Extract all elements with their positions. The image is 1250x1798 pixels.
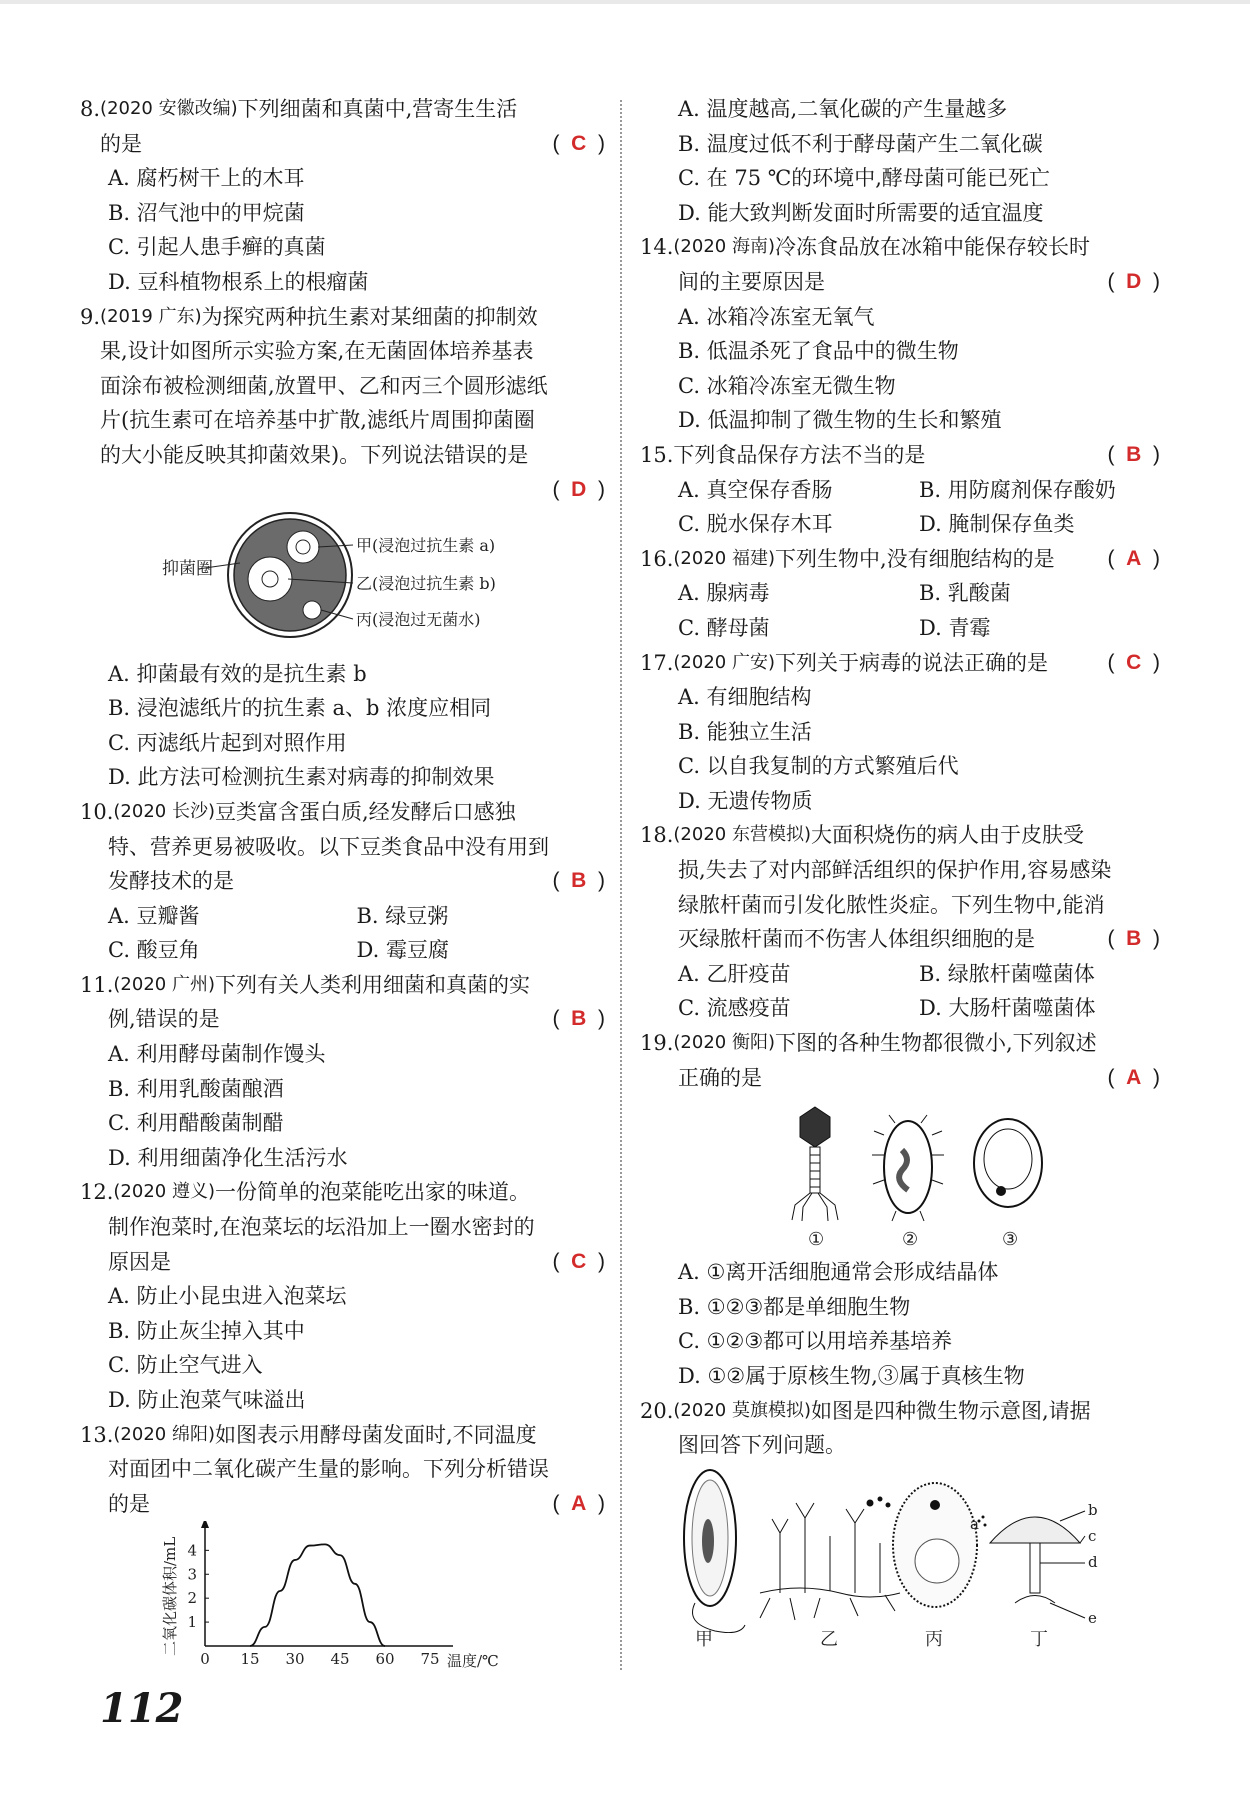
- question-text: 的是: [100, 131, 142, 156]
- label-jia: 甲(浸泡过抗生素 a): [356, 535, 496, 555]
- page-number: 112: [100, 1685, 184, 1732]
- bacterium-drawing: [872, 1115, 944, 1221]
- option: D. 霉豆腐: [356, 938, 449, 963]
- question-text: 下列有关人类利用细菌和真菌的实: [214, 972, 530, 997]
- column-divider: [620, 100, 622, 1670]
- question-text: 下列生物中,没有细胞结构的是: [774, 546, 1055, 571]
- question-source: (2020 广州): [113, 973, 215, 995]
- question-source: (2020 衡阳): [673, 1032, 775, 1054]
- option: B. 能独立生活: [678, 719, 812, 744]
- x-tick-label: 60: [375, 1650, 395, 1669]
- question-text: 发酵技术的是: [108, 869, 234, 894]
- x-tick-label: 15: [240, 1650, 260, 1669]
- microbes-figure-20: [640, 1463, 1160, 1653]
- question-text: 例,错误的是: [108, 1007, 220, 1032]
- question-number: 19.: [640, 1031, 674, 1056]
- question-20: [640, 1394, 1160, 1653]
- part-label-d: d: [1088, 1552, 1098, 1571]
- option: B. 沼气池中的甲烷菌: [108, 200, 305, 225]
- question-number: 9.: [80, 304, 101, 329]
- answer: ( D ): [1107, 269, 1160, 293]
- answer: ( A ): [1107, 1065, 1160, 1089]
- part-label-c: c: [1088, 1526, 1097, 1545]
- answer: ( B ): [1107, 442, 1160, 466]
- question-text: 的是: [108, 1491, 150, 1516]
- question-text: 对面团中二氧化碳产生量的影响。下列分析错误: [108, 1457, 549, 1482]
- answer: ( D ): [552, 477, 605, 501]
- option: C. 利用醋酸菌制醋: [108, 1111, 284, 1136]
- option: C. 丙滤纸片起到对照作用: [108, 730, 347, 755]
- question-source: (2020 绵阳): [113, 1423, 215, 1445]
- left-column: [80, 92, 605, 1671]
- part-label-a: a: [970, 1514, 979, 1533]
- question-source: (2020 长沙): [113, 800, 215, 822]
- question-source: (2020 东营模拟): [673, 824, 811, 846]
- question-16: [640, 542, 1160, 646]
- option: D. ①②属于原核生物,③属于真核生物: [678, 1364, 1025, 1388]
- answer: ( B ): [552, 869, 605, 893]
- question-number: 11.: [80, 972, 114, 997]
- top-edge: [0, 0, 1250, 4]
- option: D. 此方法可检测抗生素对病毒的抑制效果: [108, 765, 495, 790]
- question-10: [80, 795, 605, 968]
- fig-label-3: ③: [1002, 1229, 1019, 1251]
- question-text: 片(抗生素可在培养基中扩散,滤纸片周围抑菌圈: [100, 408, 535, 433]
- option: C. 以自我复制的方式繁殖后代: [678, 754, 959, 779]
- y-axis-arrow: [201, 1521, 209, 1528]
- mushroom-ding-drawing: [970, 1501, 1098, 1627]
- option: C. 冰箱冷冻室无微生物: [678, 373, 896, 398]
- option: C. 流感疫苗: [678, 996, 791, 1021]
- option: A. 利用酵母菌制作馒头: [108, 1042, 326, 1067]
- question-19: [640, 1026, 1160, 1394]
- question-text: 如图表示用酵母菌发面时,不同温度: [214, 1422, 537, 1447]
- bacterium-jia-drawing: [684, 1470, 745, 1633]
- question-text: 图回答下列问题。: [678, 1433, 846, 1458]
- question-source: (2020 遵义): [113, 1181, 215, 1203]
- option: D. 大肠杆菌噬菌体: [919, 996, 1096, 1021]
- label-inhibition-ring: 抑菌圈: [162, 558, 213, 579]
- question-text: 面涂布被检测细菌,放置甲、乙和丙三个圆形滤纸: [100, 373, 548, 398]
- question-number: 20.: [640, 1398, 674, 1423]
- co2-temperature-chart: [80, 1521, 605, 1671]
- question-number: 17.: [640, 650, 674, 675]
- question-text: 灭绿脓杆菌而不伤害人体组织细胞的是: [678, 927, 1035, 952]
- option: A. 乙肝疫苗: [678, 961, 791, 986]
- option: A. 真空保存香肠: [678, 477, 833, 502]
- question-text: 豆类富含蛋白质,经发酵后口感独: [214, 799, 516, 824]
- question-13: [80, 1418, 605, 1672]
- question-9: [80, 300, 605, 795]
- option: B. 绿脓杆菌噬菌体: [919, 961, 1095, 986]
- option: A. 腺病毒: [678, 581, 770, 606]
- fig-label-2: ②: [902, 1229, 919, 1251]
- option: D. 防止泡菜气味溢出: [108, 1388, 306, 1412]
- series-line: [250, 1545, 385, 1647]
- x-tick-label: 45: [330, 1650, 350, 1669]
- question-14: [640, 230, 1160, 438]
- question-text: 损,失去了对内部鲜活组织的保护作用,容易感染: [678, 858, 1112, 883]
- question-source: (2020 海南): [673, 236, 775, 258]
- microbes-figure-19: [640, 1095, 1160, 1255]
- question-text: 下列细菌和真菌中,营寄生生活: [237, 97, 518, 121]
- y-tick-label: 3: [187, 1565, 197, 1584]
- x-tick-label: 75: [420, 1650, 440, 1669]
- fig-label-ding: 丁: [1030, 1628, 1048, 1650]
- question-18: [640, 818, 1160, 1026]
- fig-label-bing: 丙: [925, 1628, 943, 1650]
- option: D. 无遗传物质: [678, 788, 813, 813]
- filter-paper-yi: [262, 571, 278, 587]
- answer: ( A ): [1107, 546, 1160, 570]
- answer: ( B ): [1107, 927, 1160, 951]
- yeast-drawing: [974, 1119, 1042, 1207]
- label-yi: 乙(浸泡过抗生素 b): [356, 573, 496, 593]
- question-text: 下列食品保存方法不当的是: [673, 442, 926, 467]
- option: D. 豆科植物根系上的根瘤菌: [108, 269, 369, 294]
- option: D. 低温抑制了微生物的生长和繁殖: [678, 408, 1002, 433]
- option: A. 豆瓣酱: [108, 903, 200, 928]
- y-tick-label: 2: [187, 1589, 197, 1608]
- option: C. 酵母菌: [678, 615, 770, 640]
- question-number: 13.: [80, 1422, 114, 1447]
- option: C. 酸豆角: [108, 938, 200, 963]
- option: B. 绿豆粥: [356, 903, 449, 928]
- option: D. 能大致判断发面时所需要的适宜温度: [678, 200, 1044, 225]
- option: B. 利用乳酸菌酿酒: [108, 1076, 284, 1101]
- fig-label-jia: 甲: [695, 1628, 713, 1650]
- question-12: [80, 1175, 605, 1417]
- question-source: (2020 安徽改编): [100, 98, 238, 119]
- x-tick-label: 30: [285, 1650, 305, 1669]
- question-source: (2020 福建): [673, 547, 775, 569]
- question-11: [80, 968, 605, 1176]
- option: C. 在 75 ℃的环境中,酵母菌可能已死亡: [678, 166, 1050, 191]
- question-text: 正确的是: [678, 1065, 762, 1090]
- fig-label-yi: 乙: [820, 1628, 838, 1650]
- question-source: (2019 广东): [100, 305, 202, 327]
- question-text: 绿脓杆菌而引发化脓性炎症。下列生物中,能消: [678, 892, 1105, 917]
- option: A. 腐朽树干上的木耳: [108, 166, 305, 191]
- option: B. 温度过低不利于酵母菌产生二氧化碳: [678, 131, 1043, 156]
- question-15: [640, 438, 1160, 542]
- option: A. ①离开活细胞通常会形成结晶体: [678, 1260, 999, 1285]
- question-text: 下图的各种生物都很微小,下列叙述: [774, 1031, 1097, 1056]
- option: B. 乳酸菌: [919, 581, 1011, 606]
- question-text: 特、营养更易被吸收。以下豆类食品中没有用到: [108, 834, 549, 859]
- option: B. 用防腐剂保存酸奶: [919, 477, 1116, 502]
- option: D. 腌制保存鱼类: [919, 512, 1075, 537]
- option: A. 防止小昆虫进入泡菜坛: [108, 1284, 347, 1309]
- option: B. 浸泡滤纸片的抗生素 a、b 浓度应相同: [108, 696, 492, 721]
- question-number: 8.: [80, 97, 101, 121]
- option: A. 冰箱冷冻室无氧气: [678, 304, 875, 329]
- option: C. 脱水保存木耳: [678, 512, 833, 537]
- filter-paper-bing: [303, 601, 321, 619]
- fig-label-1: ①: [808, 1229, 825, 1251]
- petri-dish-figure: [80, 507, 605, 657]
- y-axis-label: 二氧化碳体积/mL: [161, 1537, 179, 1657]
- option: A. 抑菌最有效的是抗生素 b: [108, 661, 367, 686]
- yeast-bing-drawing: [893, 1483, 977, 1607]
- x-axis-label: 温度/℃: [447, 1652, 499, 1671]
- option: D. 利用细菌净化生活污水: [108, 1145, 348, 1170]
- question-text: 间的主要原因是: [678, 269, 825, 294]
- filter-paper-jia: [296, 540, 310, 554]
- question-text: 的大小能反映其抑菌效果)。下列说法错误的是: [100, 442, 529, 467]
- y-tick-label: 1: [187, 1613, 197, 1632]
- option: B. ①②③都是单细胞生物: [678, 1294, 911, 1319]
- option: B. 防止灰尘掉入其中: [108, 1318, 305, 1343]
- question-text: 果,设计如图所示实验方案,在无菌固体培养基表: [100, 339, 534, 364]
- option: A. 温度越高,二氧化碳的产生量越多: [678, 97, 1008, 121]
- answer: ( A ): [552, 1491, 605, 1515]
- question-8: [80, 92, 605, 300]
- question-text: 原因是: [108, 1249, 171, 1274]
- question-source: (2020 莫旗模拟): [673, 1399, 811, 1421]
- question-number: 18.: [640, 823, 674, 848]
- mold-yi-drawing: [760, 1497, 900, 1620]
- question-number: 10.: [80, 799, 114, 824]
- option: C. ①②③都可以用培养基培养: [678, 1329, 953, 1354]
- question-number: 15.: [640, 442, 674, 467]
- question-13-options: [640, 92, 1160, 230]
- y-tick-label: 4: [187, 1541, 197, 1560]
- question-text: 为探究两种抗生素对某细菌的抑制效: [201, 304, 538, 329]
- bacteriophage-drawing: [792, 1107, 838, 1221]
- x-tick-label: 0: [200, 1650, 210, 1669]
- question-number: 12.: [80, 1180, 114, 1205]
- part-label-b: b: [1088, 1500, 1098, 1519]
- right-column: [640, 92, 1160, 1653]
- question-text: 下列关于病毒的说法正确的是: [774, 650, 1048, 675]
- question-17: [640, 646, 1160, 819]
- question-text: 一份简单的泡菜能吃出家的味道。: [214, 1180, 530, 1205]
- answer: ( B ): [552, 1007, 605, 1031]
- answer: ( C ): [1107, 650, 1160, 674]
- label-bing: 丙(浸泡过无菌水): [356, 609, 481, 629]
- option: C. 防止空气进入: [108, 1353, 263, 1378]
- question-number: 14.: [640, 235, 674, 260]
- question-text: 制作泡菜时,在泡菜坛的坛沿加上一圈水密封的: [108, 1215, 535, 1240]
- answer: ( C ): [552, 131, 605, 155]
- option: A. 有细胞结构: [678, 685, 812, 710]
- question-number: 16.: [640, 546, 674, 571]
- option: B. 低温杀死了食品中的微生物: [678, 339, 959, 364]
- question-source: (2020 广安): [673, 651, 775, 673]
- part-label-e: e: [1088, 1608, 1097, 1627]
- question-text: 如图是四种微生物示意图,请据: [810, 1398, 1091, 1423]
- question-text: 冷冻食品放在冰箱中能保存较长时: [774, 235, 1090, 260]
- option: C. 引起人患手癣的真菌: [108, 235, 326, 260]
- answer: ( C ): [552, 1249, 605, 1273]
- question-text: 大面积烧伤的病人由于皮肤受: [810, 823, 1084, 848]
- option: D. 青霉: [919, 615, 991, 640]
